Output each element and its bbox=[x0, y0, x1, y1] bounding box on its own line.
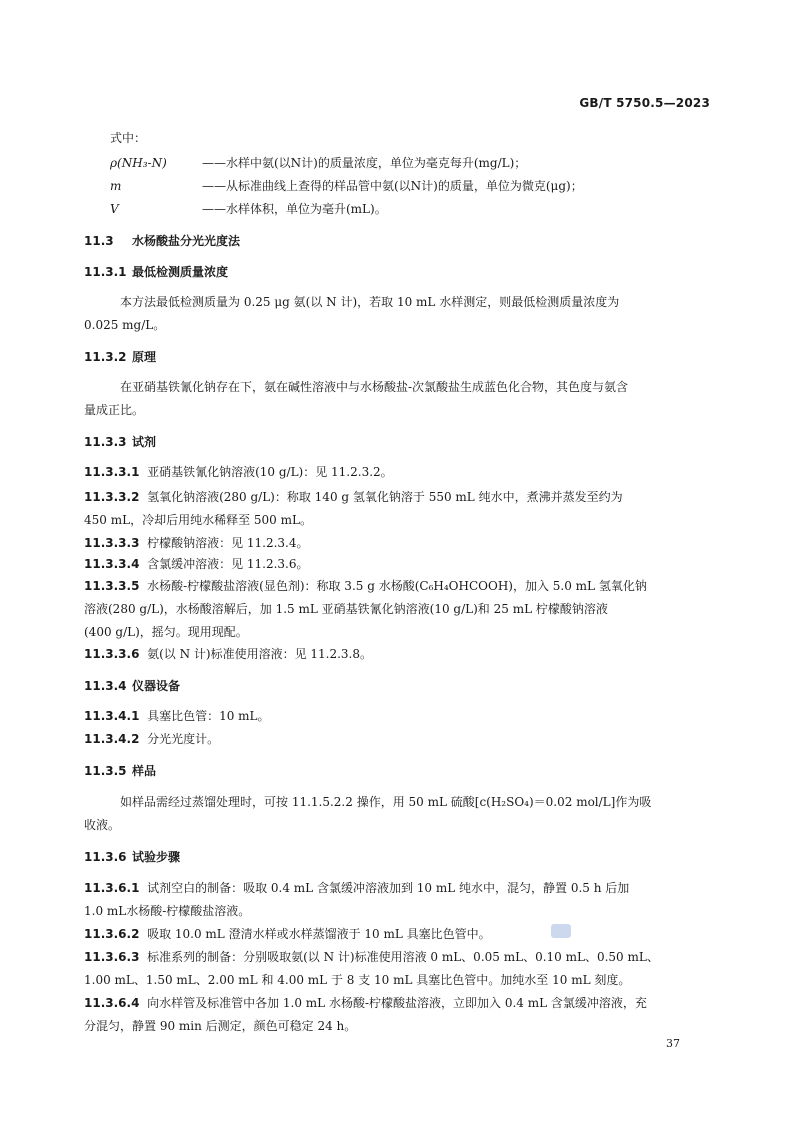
where-intro: 式中： bbox=[110, 131, 147, 145]
where-item: m ——从标准曲线上查得的样品管中氨(以N计)的质量，单位为微克(μg)； bbox=[110, 179, 583, 193]
clause-11-3-3-3: 11.3.3.3 柠檬酸钠溶液：见 11.2.3.4。 bbox=[84, 536, 309, 550]
clause-11-3-4-1: 11.3.4.1 具塞比色管：10 mL。 bbox=[84, 709, 270, 723]
clause-11-3-3-6: 11.3.3.6 氨(以 N 计)标准使用溶液：见 11.2.3.8。 bbox=[84, 647, 373, 661]
clause-11-3-6-2: 11.3.6.2 吸取 10.0 mL 澄清水样或水样蒸馏液于 10 mL 具塞比色管中。 bbox=[84, 927, 491, 941]
paragraph-line: 1.00 mL、1.50 mL、2.00 mL 和 4.00 mL 于 8 支 10 mL 具塞比色管中。加纯水至 10 mL 刻度。 bbox=[84, 973, 631, 987]
paragraph-line: 溶液(280 g/L)，水杨酸溶解后，加 1.5 mL 亚硝基铁氰化钠溶液(10 g/L)和 25 mL 柠檬酸钠溶液 bbox=[84, 602, 608, 616]
section-heading-11-3-2: 11.3.2 原理 bbox=[84, 350, 157, 364]
watermark-stamp bbox=[551, 924, 571, 938]
section-heading-11-3-1: 11.3.1 最低检测质量浓度 bbox=[84, 265, 229, 279]
clause-11-3-6-4: 11.3.6.4 向水样管及标准管中各加 1.0 mL 水杨酸-柠檬酸盐溶液，立即加入 0.4 mL 含氯缓冲溶液，充 bbox=[84, 996, 647, 1010]
paragraph-line: 如样品需经过蒸馏处理时，可按 11.1.5.2.2 操作，用 50 mL 硫酸[c(H₂SO₄)＝0.02 mol/L]作为吸 bbox=[120, 795, 652, 809]
clause-11-3-3-5: 11.3.3.5 水杨酸-柠檬酸盐溶液(显色剂)：称取 3.5 g 水杨酸(C₆H₄OHCOOH)，加入 5.0 mL 氢氧化钠 bbox=[84, 579, 647, 593]
where-item: ρ(NH₃-N) ——水样中氨(以N计)的质量浓度，单位为毫克每升(mg/L)； bbox=[110, 156, 527, 170]
paragraph-line: 分混匀，静置 90 min 后测定，颜色可稳定 24 h。 bbox=[84, 1019, 357, 1033]
page-number: 37 bbox=[666, 1037, 680, 1050]
paragraph-line: 1.0 mL水杨酸-柠檬酸盐溶液。 bbox=[84, 904, 251, 918]
section-heading-11-3-4: 11.3.4 仪器设备 bbox=[84, 679, 181, 693]
paragraph-line: 0.025 mg/L。 bbox=[84, 318, 166, 332]
paragraph-line: (400 g/L)，摇匀。现用现配。 bbox=[84, 625, 248, 639]
paragraph-line: 450 mL，冷却后用纯水稀释至 500 mL。 bbox=[84, 513, 312, 527]
section-heading-11-3-5: 11.3.5 样品 bbox=[84, 764, 157, 778]
section-heading-11-3-3: 11.3.3 试剂 bbox=[84, 435, 157, 449]
clause-11-3-3-4: 11.3.3.4 含氯缓冲溶液：见 11.2.3.6。 bbox=[84, 557, 309, 571]
paragraph-line: 收液。 bbox=[84, 818, 121, 832]
clause-11-3-3-2: 11.3.3.2 氢氧化钠溶液(280 g/L)：称取 140 g 氢氧化钠溶于 550 mL 纯水中，煮沸并蒸发至约为 bbox=[84, 490, 623, 504]
section-heading-11-3-6: 11.3.6 试验步骤 bbox=[84, 850, 181, 864]
paragraph-line: 量成正比。 bbox=[84, 403, 145, 417]
paragraph-line: 本方法最低检测质量为 0.25 μg 氨(以 N 计)，若取 10 mL 水样测定，则最低检测质量浓度为 bbox=[120, 295, 620, 309]
clause-11-3-4-2: 11.3.4.2 分光光度计。 bbox=[84, 732, 220, 746]
clause-11-3-6-3: 11.3.6.3 标准系列的制备：分别吸取氨(以 N 计)标准使用溶液 0 mL、0.05 mL、0.10 mL、0.50 mL、 bbox=[84, 950, 659, 964]
where-item: V ——水样体积，单位为毫升(mL)。 bbox=[110, 202, 387, 216]
section-heading-11-3: 11.3 水杨酸盐分光光度法 bbox=[84, 234, 241, 248]
clause-11-3-6-1: 11.3.6.1 试剂空白的制备：吸取 0.4 mL 含氯缓冲溶液加到 10 mL 纯水中，混匀，静置 0.5 h 后加 bbox=[84, 881, 630, 895]
standard-number: GB/T 5750.5—2023 bbox=[579, 96, 710, 110]
clause-11-3-3-1: 11.3.3.1 亚硝基铁氰化钠溶液(10 g/L)：见 11.2.3.2。 bbox=[84, 465, 393, 479]
paragraph-line: 在亚硝基铁氰化钠存在下，氨在碱性溶液中与水杨酸盐-次氯酸盐生成蓝色化合物，其色度与氨含 bbox=[120, 380, 629, 394]
